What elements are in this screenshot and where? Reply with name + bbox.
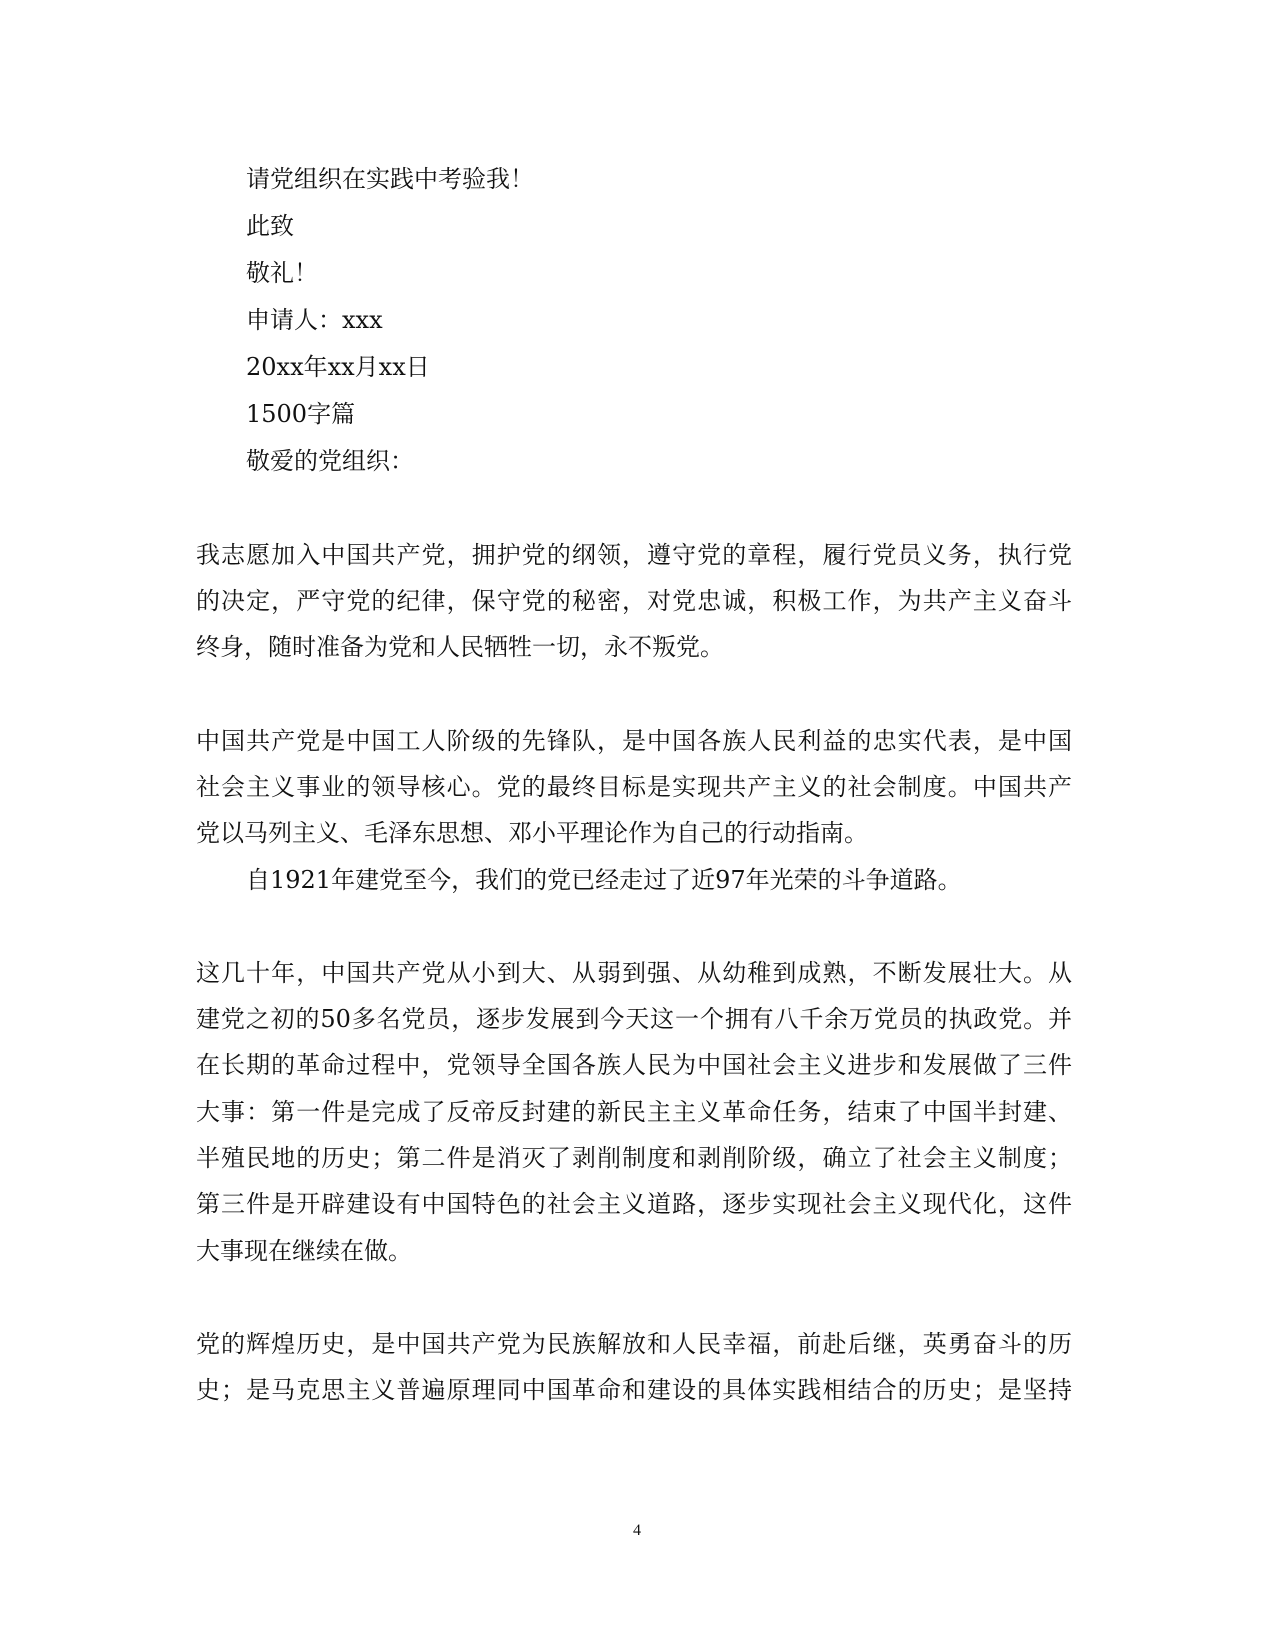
closing-line: 敬礼！ xyxy=(246,259,318,287)
paragraph-line: 大事现在继续在做。 xyxy=(196,1237,412,1265)
paragraph-line: 这几十年，中国共产党从小到大、从弱到强、从幼稚到成熟，不断发展壮大。从 xyxy=(196,959,1072,987)
closing-line: 此致 xyxy=(246,212,294,240)
applicant-line: 申请人：xxx xyxy=(246,306,383,334)
section-heading: 1500字篇 xyxy=(246,400,356,428)
paragraph-line: 的决定，严守党的纪律，保守党的秘密，对党忠诚，积极工作，为共产主义奋斗 xyxy=(196,587,1072,615)
date-line: 20xx年xx月xx日 xyxy=(246,353,430,381)
paragraph-line: 第三件是开辟建设有中国特色的社会主义道路，逐步实现社会主义现代化，这件 xyxy=(196,1190,1072,1218)
paragraph-line: 大事：第一件是完成了反帝反封建的新民主主义革命任务，结束了中国半封建、 xyxy=(196,1098,1072,1126)
paragraph-line: 我志愿加入中国共产党，拥护党的纲领，遵守党的章程，履行党员义务，执行党 xyxy=(196,541,1072,569)
paragraph-line: 建党之初的50多名党员，逐步发展到今天这一个拥有八千余万党员的执政党。并 xyxy=(196,1005,1072,1033)
paragraph-line: 半殖民地的历史；第二件是消灭了剥削制度和剥削阶级，确立了社会主义制度； xyxy=(196,1144,1072,1172)
salutation-line: 敬爱的党组织： xyxy=(246,447,414,475)
paragraph-line: 党以马列主义、毛泽东思想、邓小平理论作为自己的行动指南。 xyxy=(196,819,868,847)
paragraph-line: 终身，随时准备为党和人民牺牲一切，永不叛党。 xyxy=(196,633,724,661)
paragraph-line: 自1921年建党至今，我们的党已经走过了近97年光荣的斗争道路。 xyxy=(246,866,962,894)
paragraph-line: 史；是马克思主义普遍原理同中国革命和建设的具体实践相结合的历史；是坚持 xyxy=(196,1376,1072,1404)
paragraph-line: 在长期的革命过程中，党领导全国各族人民为中国社会主义进步和发展做了三件 xyxy=(196,1051,1072,1079)
paragraph-line: 中国共产党是中国工人阶级的先锋队，是中国各族人民利益的忠实代表，是中国 xyxy=(196,727,1072,755)
paragraph-line: 党的辉煌历史，是中国共产党为民族解放和人民幸福，前赴后继，英勇奋斗的历 xyxy=(196,1330,1072,1358)
paragraph-line: 社会主义事业的领导核心。党的最终目标是实现共产主义的社会制度。中国共产 xyxy=(196,773,1072,801)
page-number: 4 xyxy=(633,1522,641,1539)
closing-line: 请党组织在实践中考验我！ xyxy=(246,165,534,193)
